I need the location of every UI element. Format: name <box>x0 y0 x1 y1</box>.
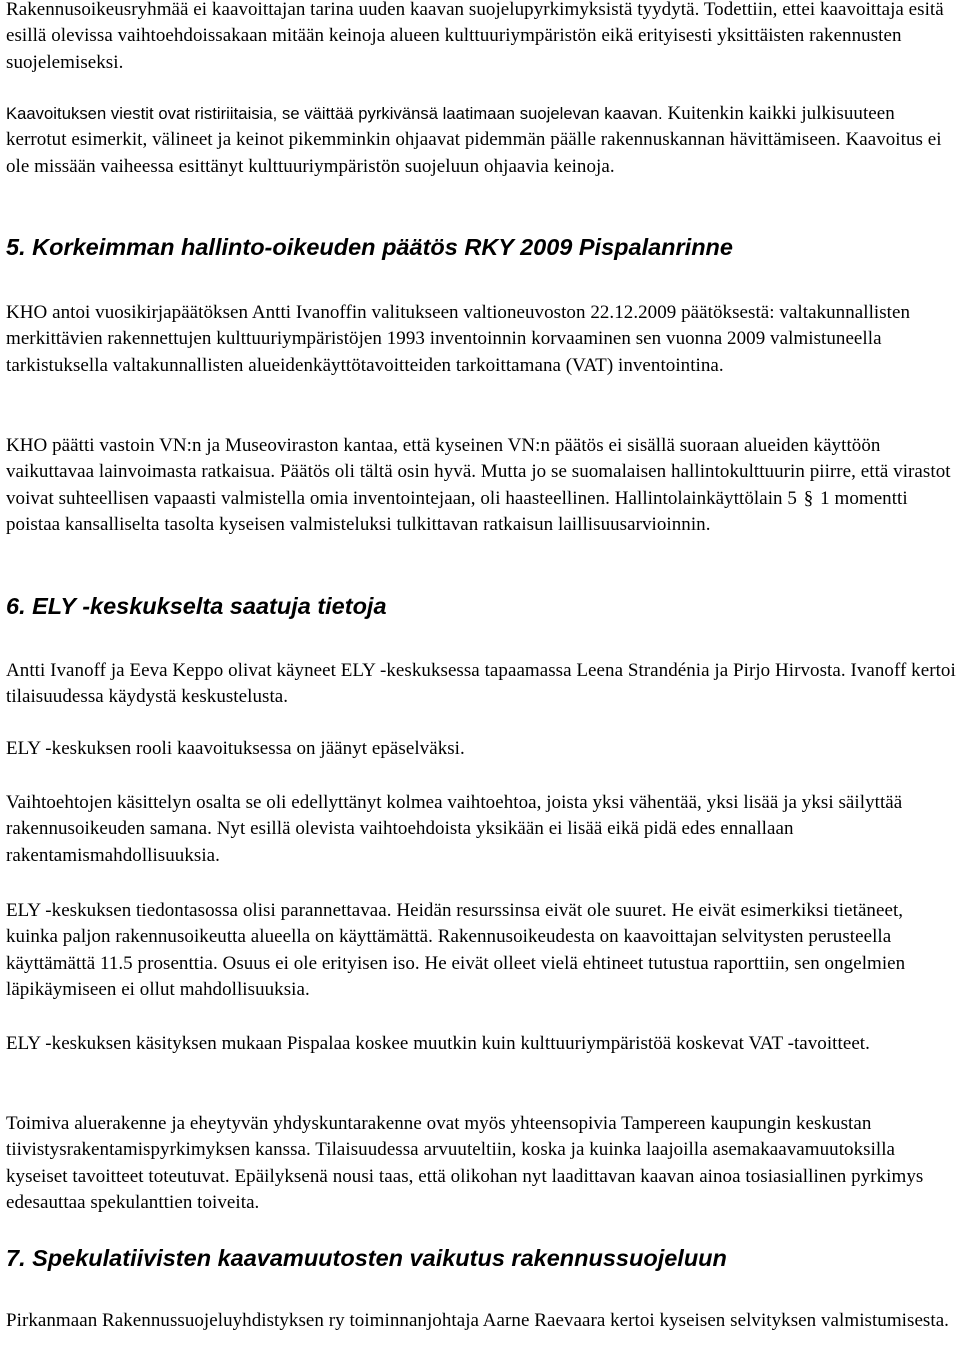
zoning-messages-rest: Kuitenkin kaikki julkisuuteen kerrotut esimerkit, välineet ja keinot pikemminkin ohjaavat pidemmän päälle rakennuskannan hävittämiseen. Kaavoitus ei ole missään vaiheessa esittänyt kulttuuriympäristön suojeluun ohjaavia keinoja. <box>6 103 942 177</box>
paragraph-raevaara-report: Pirkanmaan Rakennussuojeluyhdistyksen ry toiminnanjohtaja Aarne Raevaara kertoi kyseisen selvityksen valmistumisesta. <box>6 1310 949 1331</box>
zoning-messages-lead: Kaavoituksen viestit ovat ristiriitaisia, se väittää pyrkivänsä laatimaan suojelevan kaavan. <box>6 104 663 123</box>
paragraph-ely-meeting: Antti Ivanoff ja Eeva Keppo olivat käyneet ELY -keskuksessa tapaamassa Leena Strandénia ja Pirjo Hirvosta. Ivanoff kertoi tilaisuudessa käydystä keskustelusta. <box>6 660 956 708</box>
paragraph-zoning-messages <box>6 101 958 180</box>
section-5-heading: 5. Korkeimman hallinto-oikeuden päätös RKY 2009 Pispalanrinne <box>6 234 733 260</box>
kho-ruling-text-end: 1 momentti poistaa kansalliselta tasolta kyseisen valmisteluksi tulkittavan ratkaisun laillisuusarvioinnin. <box>6 487 908 535</box>
paragraph-tampere-densification: Toimiva aluerakenne ja eheytyvän yhdyskuntarakenne ovat myös yhteensopivia Tampereen kaupungin keskustan tiivistysrakentamispyrkimyksen kanssa. Tilaisuudessa arvuuteltiin, koska ja kuinka laajoilla asemakaavamuutoksilla kyseiset tavoitteet toteutuvat. Epäilyksenä nousi taas, että olikohan nyt laadittavan kaavan ainoa tosiasiallinen pyrkimys edesauttaa spekulanttien toiveita. <box>6 1113 924 1213</box>
section-symbol: § <box>803 487 814 509</box>
kho-ruling-text: KHO päätti vastoin VN:n ja Museoviraston kantaa, että kyseinen VN:n päätös ei sisällä suoraan alueiden käyttöön vaikuttavaa lainvoimasta ratkaisua. Päätös oli tältä osin hyvä. Mutta jo se suomalaisen hallintokulttuurin piirre, että virastot voivat suhteellisen vapaasti valmistella omia inventointejaan, oli haasteellinen. Hallintolainkäyttölain 5 <box>6 435 951 509</box>
paragraph-vat-goals: ELY -keskuksen käsityksen mukaan Pispalaa koskee muutkin kuin kulttuuriympäristöä koskevat VAT -tavoitteet. <box>6 1033 870 1054</box>
paragraph-ely-role: ELY -keskuksen rooli kaavoituksessa on jäänyt epäselväksi. <box>6 738 465 759</box>
paragraph-ely-knowledge: ELY -keskuksen tiedontasossa olisi parannettavaa. Heidän resurssinsa eivät ole suuret. He eivät esimerkiksi tietäneet, kuinka paljon rakennusoikeutta alueella on käyttämättä. Rakennusoikeudesta on kaavoittajan selvitysten perusteella käyttämättä 11.5 prosenttia. Osuus ei ole erityisen iso. He eivät olleet vielä ehtineet tutustua raporttiin, sen ongelmien läpikäymiseen ei ollut mahdollisuuksia. <box>6 900 906 1000</box>
paragraph-kho-ruling <box>6 433 958 538</box>
section-7-heading: 7. Spekulatiivisten kaavamuutosten vaikutus rakennussuojeluun <box>6 1245 727 1271</box>
paragraph-kho-decision: KHO antoi vuosikirjapäätöksen Antti Ivanoffin valitukseen valtioneuvoston 22.12.2009 päätöksestä: valtakunnallisten merkittävien rakennettujen kulttuuriympäristöjen 1993 inventoinnin korvaaminen sen vuonna 2009 valmistuneella tarkistuksella valtakunnallisten alueidenkäyttötavoitteiden tarkoittamana (VAT) inventointina. <box>6 302 911 376</box>
paragraph-building-rights-group: Rakennusoikeusryhmää ei kaavoittajan tarina uuden kaavan suojelupyrkimyksistä tyydytä. Todettiin, ettei kaavoittaja esitä esillä olevissa vaihtoehdoissakaan mitään keinoja alueen kulttuuriympäristön eikä erityisesti yksittäisten rakennusten suojelemiseksi. <box>6 0 944 73</box>
section-6-heading: 6. ELY -keskukselta saatuja tietoja <box>6 593 387 619</box>
paragraph-alternatives: Vaihtoehtojen käsittelyn osalta se oli edellyttänyt kolmea vaihtoehtoa, joista yksi vähentää, yksi lisää ja yksi säilyttää rakennusoikeuden samana. Nyt esillä olevista vaihtoehdoista yksikään ei lisää eikä pidä edes ennallaan rakentamismahdollisuuksia. <box>6 792 903 866</box>
